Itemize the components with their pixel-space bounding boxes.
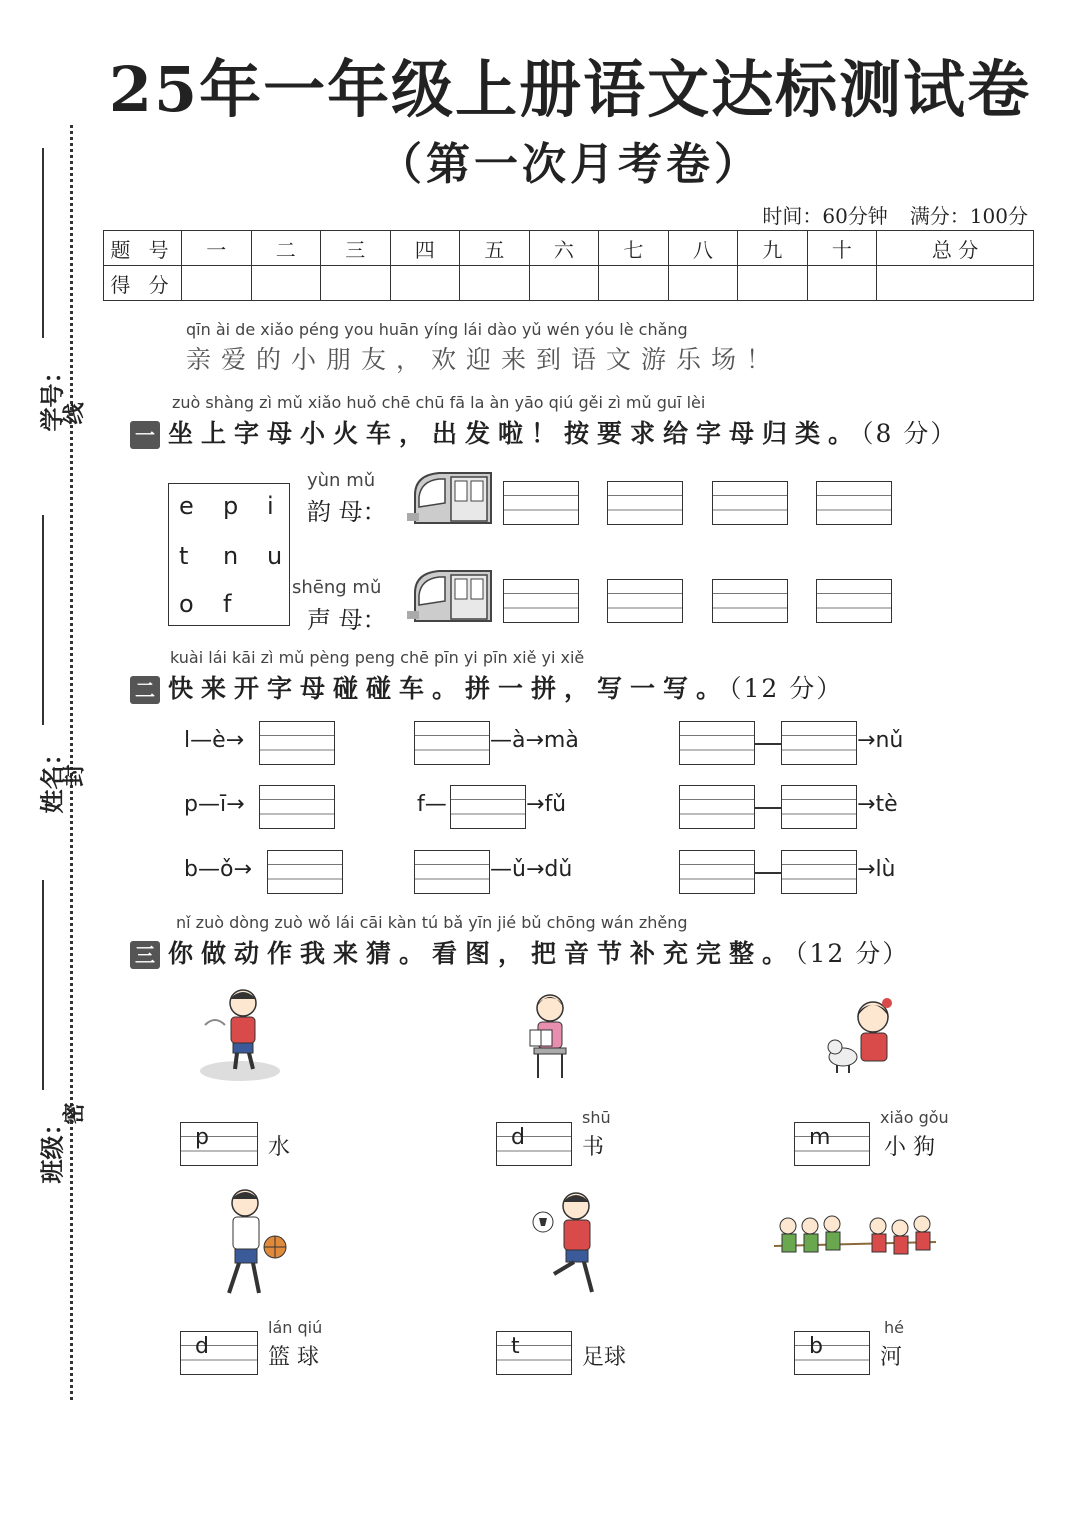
letter-item: u (267, 542, 283, 570)
q3-text: 你做动作我来猜。看图，把音节补充完整。 (168, 939, 796, 968)
greeting-text: 亲爱的小朋友，欢迎来到语文游乐场！ (186, 345, 782, 374)
score-header-cell: 十 (807, 231, 877, 266)
letter-box (168, 483, 290, 626)
letter-item: n (223, 542, 239, 570)
q3-initial: p (195, 1125, 209, 1150)
score-header-cell: 一 (182, 231, 252, 266)
q3-pinyin-hint: shū (582, 1108, 611, 1127)
shengmu-answer-box[interactable] (712, 579, 788, 623)
q3-number: 三 (130, 941, 160, 969)
q1-score: （8 分） (861, 419, 958, 448)
yunmu-label: 韵 母： (307, 498, 387, 526)
train-icon (405, 467, 493, 525)
student-id-line[interactable] (42, 148, 44, 338)
score-row-label: 得 分 (104, 266, 182, 301)
name-label: 姓名： (37, 741, 67, 814)
q1-number: 一 (130, 421, 160, 449)
score-input-cell[interactable] (807, 266, 877, 301)
q2-initial: p (184, 792, 198, 817)
page-title: 25年一年级上册语文达标测试卷 (108, 53, 1032, 126)
q2-initial: l (184, 728, 191, 753)
q2-connector (755, 807, 781, 809)
shengmu-answer-box[interactable] (503, 579, 579, 623)
q2-answer-box[interactable] (679, 721, 755, 765)
score-header-cell: 六 (529, 231, 599, 266)
q2-answer-box[interactable] (267, 850, 343, 894)
score-input-cell[interactable] (877, 266, 1034, 301)
score-header-cell: 八 (668, 231, 738, 266)
yunmu-pinyin: yùn mǔ (307, 470, 376, 491)
q2-final: ī (219, 792, 227, 817)
score-input-cell[interactable] (390, 266, 460, 301)
q2-result: dǔ (544, 857, 573, 882)
yunmu-answer-box[interactable] (503, 481, 579, 525)
student-id-label: 学号： (37, 359, 67, 432)
q2-col2-expr: →fǔ (526, 792, 567, 817)
q1-pinyin: zuò shàng zì mǔ xiǎo huǒ chē chū fā la àn yāo qiú gěi zì mǔ guī lèi (172, 393, 706, 412)
q1-text: 坐上字母小火车，出发啦！按要求给字母归类。 (168, 419, 862, 448)
girl-reading-book-illustration (520, 990, 580, 1082)
shengmu-answer-box[interactable] (607, 579, 683, 623)
q3-pinyin-hint: lán qiú (268, 1318, 323, 1337)
page-subtitle: （第一次月考卷） (378, 139, 762, 190)
exam-meta (762, 200, 1028, 229)
q2-answer-box[interactable] (450, 785, 526, 829)
q2-initial: f (417, 792, 425, 817)
girl-with-puppy-illustration (825, 995, 900, 1077)
boy-splashing-water-illustration (195, 985, 285, 1085)
q2-answer-box[interactable] (414, 850, 490, 894)
score-input-cell[interactable] (599, 266, 669, 301)
q2-answer-box[interactable] (679, 850, 755, 894)
exam-time: 时间：60分钟 (762, 204, 888, 228)
q2-initial: b (184, 857, 198, 882)
q2-answer-box[interactable] (679, 785, 755, 829)
q2-result: lù (875, 857, 896, 882)
letter-item: i (267, 492, 274, 520)
score-input-cell[interactable] (182, 266, 252, 301)
class-line[interactable] (42, 880, 44, 1090)
score-header-cell: 四 (390, 231, 460, 266)
q2-col2-prefix: f— (417, 792, 447, 817)
q2-col1-expr: l—è→ (184, 728, 245, 753)
q2-col3-expr: →lù (857, 857, 896, 882)
q2-result: fǔ (544, 792, 567, 817)
q3-heading (130, 934, 909, 970)
q2-answer-box[interactable] (781, 785, 857, 829)
q3-word: 书 (582, 1135, 605, 1160)
q3-initial: b (809, 1334, 823, 1359)
q3-answer-box[interactable] (180, 1122, 258, 1166)
q2-answer-box[interactable] (414, 721, 490, 765)
q3-pinyin-hint: hé (884, 1318, 904, 1337)
q2-result: nǔ (875, 728, 904, 753)
shengmu-pinyin: shēng mǔ (292, 577, 382, 598)
q2-col2-expr: —à→mà (490, 728, 579, 753)
q2-answer-box[interactable] (259, 785, 335, 829)
yunmu-answer-box[interactable] (816, 481, 892, 525)
boy-basketball-illustration (205, 1185, 290, 1300)
q3-initial: d (195, 1334, 209, 1359)
q1-heading (130, 414, 957, 450)
q2-score: （12 分） (729, 674, 844, 703)
binding-dotted-line (70, 125, 73, 1400)
q2-col2-expr: —ǔ→dǔ (490, 857, 573, 882)
q2-heading (130, 669, 843, 705)
q2-result: mà (543, 728, 579, 753)
q3-answer-box[interactable] (794, 1331, 870, 1375)
q3-word: 小 狗 (884, 1135, 935, 1160)
seal-xian: 线 (61, 402, 88, 425)
shengmu-answer-box[interactable] (816, 579, 892, 623)
score-header-cell: 九 (738, 231, 808, 266)
score-input-cell[interactable] (668, 266, 738, 301)
score-input-cell[interactable] (460, 266, 530, 301)
q2-final: è (212, 728, 226, 753)
letter-item: p (223, 492, 239, 520)
seal-feng: 封 (61, 764, 88, 787)
q2-connector (755, 872, 781, 874)
q2-col3-expr: →nǔ (857, 728, 904, 753)
q3-answer-box[interactable] (496, 1331, 572, 1375)
q3-pinyin: nǐ zuò dòng zuò wǒ lái cāi kàn tú bǎ yīn jié bǔ chōng wán zhěng (176, 913, 688, 932)
q2-connector (755, 743, 781, 745)
q2-pinyin: kuài lái kāi zì mǔ pèng peng chē pīn yi pīn xiě yi xiě (170, 648, 585, 667)
q3-answer-box[interactable] (180, 1331, 258, 1375)
letter-item: f (223, 590, 232, 618)
score-header-cell: 三 (321, 231, 391, 266)
q3-word: 水 (268, 1135, 291, 1160)
score-header-cell: 五 (460, 231, 530, 266)
q2-col1-expr: p—ī→ (184, 792, 245, 817)
q2-final: ǔ (512, 857, 526, 882)
score-input-cell[interactable] (529, 266, 599, 301)
q3-answer-box[interactable] (794, 1122, 870, 1166)
q3-initial: d (511, 1125, 525, 1150)
q2-final: à (512, 728, 526, 753)
letter-item: e (179, 492, 194, 520)
score-table-score-row (104, 266, 1034, 301)
q2-answer-box[interactable] (781, 721, 857, 765)
children-tug-of-war-illustration (770, 1212, 940, 1272)
q2-text: 快来开字母碰碰车。拼一拼，写一写。 (168, 674, 730, 703)
score-header-cell: 七 (599, 231, 669, 266)
score-header-cell: 题 号 (104, 231, 182, 266)
q3-pinyin-hint: xiǎo gǒu (880, 1108, 949, 1127)
greeting-pinyin: qīn ài de xiǎo péng you huān yíng lái dào yǔ wén yóu lè chǎng (186, 320, 688, 339)
name-line[interactable] (42, 515, 44, 725)
yunmu-answer-box[interactable] (607, 481, 683, 525)
letter-item: t (179, 542, 189, 570)
q2-col3-expr: →tè (857, 792, 898, 817)
q2-col1-expr: b—ǒ→ (184, 857, 252, 882)
q2-answer-box[interactable] (259, 721, 335, 765)
score-input-cell[interactable] (738, 266, 808, 301)
score-table (103, 230, 1034, 301)
q3-word: 篮 球 (268, 1345, 319, 1370)
boy-playing-soccer-illustration (530, 1188, 608, 1298)
q3-word: 足球 (582, 1345, 627, 1370)
q2-number: 二 (130, 676, 160, 704)
q3-word: 河 (880, 1345, 903, 1370)
q3-score: （12 分） (795, 939, 910, 968)
yunmu-answer-box[interactable] (712, 481, 788, 525)
score-input-cell[interactable] (251, 266, 321, 301)
shengmu-label: 声 母： (307, 606, 387, 634)
q3-initial: m (809, 1125, 831, 1150)
score-header-cell: 总 分 (877, 231, 1034, 266)
exam-full-score: 满分：100分 (909, 204, 1028, 228)
q3-answer-box[interactable] (496, 1122, 572, 1166)
score-table-header-row (104, 231, 1034, 266)
letter-item: o (179, 590, 194, 618)
score-header-cell: 二 (251, 231, 321, 266)
seal-mi: 密 (61, 1102, 88, 1125)
q2-answer-box[interactable] (781, 850, 857, 894)
class-label: 班级： (37, 1111, 67, 1184)
train-icon (405, 565, 493, 623)
q2-result: tè (875, 792, 898, 817)
q3-initial: t (511, 1334, 520, 1359)
score-input-cell[interactable] (321, 266, 391, 301)
q2-final: ǒ (219, 857, 234, 882)
